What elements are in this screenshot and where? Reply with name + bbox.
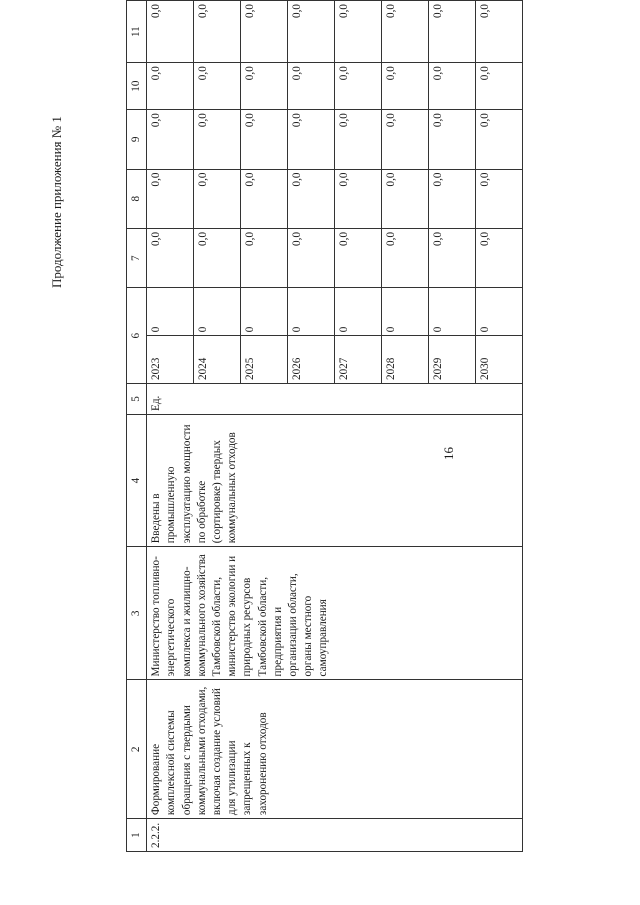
year-value-cell bbox=[147, 288, 194, 384]
year-value: 0 bbox=[194, 288, 240, 336]
column-header: 7 bbox=[127, 228, 147, 287]
year-value: 0 bbox=[147, 288, 193, 336]
value-cell-c9: 0,0 bbox=[429, 110, 476, 169]
value-cell-c11: 0,0 bbox=[382, 1, 429, 63]
year-label: 2027 bbox=[338, 357, 351, 380]
value-cell-c10: 0,0 bbox=[147, 63, 194, 110]
column-header: 2 bbox=[127, 680, 147, 819]
year-value-cell bbox=[476, 288, 523, 384]
value-cell-c8: 0,0 bbox=[335, 169, 382, 228]
value-cell-c11: 0,0 bbox=[476, 1, 523, 63]
value-cell-c9: 0,0 bbox=[288, 110, 335, 169]
year-value: 0 bbox=[429, 288, 475, 336]
value-cell-c8: 0,0 bbox=[429, 169, 476, 228]
value-cell-c8: 0,0 bbox=[288, 169, 335, 228]
year-value-cell bbox=[241, 288, 288, 384]
value-cell-c11: 0,0 bbox=[335, 1, 382, 63]
value-cell-c7: 0,0 bbox=[382, 228, 429, 287]
year-label: 2023 bbox=[150, 357, 163, 380]
value-cell-c8: 0,0 bbox=[382, 169, 429, 228]
column-header: 5 bbox=[127, 384, 147, 415]
value-cell-c10: 0,0 bbox=[335, 63, 382, 110]
year-value: 0 bbox=[288, 288, 334, 336]
year-value: 0 bbox=[382, 288, 428, 336]
value-cell-c7: 0,0 bbox=[288, 228, 335, 287]
value-cell-c7: 0,0 bbox=[241, 228, 288, 287]
column-header: 9 bbox=[127, 110, 147, 169]
column-header: 3 bbox=[127, 547, 147, 680]
value-cell-c7: 0,0 bbox=[335, 228, 382, 287]
value-cell-c8: 0,0 bbox=[194, 169, 241, 228]
value-cell-c10: 0,0 bbox=[241, 63, 288, 110]
column-header: 11 bbox=[127, 1, 147, 63]
continuation-title: Продолжение приложения № 1 bbox=[49, 116, 64, 288]
year-value-cell bbox=[382, 288, 429, 384]
year-label: 2024 bbox=[197, 357, 210, 380]
item-number: 2.2.2. bbox=[147, 819, 523, 852]
value-cell-c11: 0,0 bbox=[241, 1, 288, 63]
column-header: 8 bbox=[127, 169, 147, 228]
value-cell-c9: 0,0 bbox=[476, 110, 523, 169]
column-number-row bbox=[127, 1, 147, 852]
page-number: 16 bbox=[441, 447, 456, 460]
column-header: 4 bbox=[127, 414, 147, 546]
responsible-cell: Министерство топливно-энергетического комплекса и жилищно-коммунального хозяйства Тамбовской области, министерство экологии и природных ресурсов Тамбовской области, предприятия и организации области, органы местного самоуправления bbox=[147, 547, 523, 680]
indicator-cell: Введены в промышленную эксплуатацию мощности по обработке (сортировке) твердых коммунальных отходов bbox=[147, 414, 523, 546]
value-cell-c11: 0,0 bbox=[147, 1, 194, 63]
year-label: 2025 bbox=[244, 357, 257, 380]
column-header: 10 bbox=[127, 63, 147, 110]
value-cell-c10: 0,0 bbox=[429, 63, 476, 110]
value-cell-c7: 0,0 bbox=[476, 228, 523, 287]
year-label: 2028 bbox=[385, 357, 398, 380]
value-cell-c7: 0,0 bbox=[429, 228, 476, 287]
value-cell-c9: 0,0 bbox=[147, 110, 194, 169]
value-cell-c7: 0,0 bbox=[147, 228, 194, 287]
year-value-cell bbox=[429, 288, 476, 384]
value-cell-c8: 0,0 bbox=[476, 169, 523, 228]
year-value-cell bbox=[335, 288, 382, 384]
year-label: 2029 bbox=[432, 357, 445, 380]
year-value: 0 bbox=[241, 288, 287, 336]
activity-cell: Формирование комплексной системы обращения с твердыми коммунальными отходами, включая создание условий для утилизации запрещенных к захоронению отходов bbox=[147, 680, 523, 819]
value-cell-c9: 0,0 bbox=[382, 110, 429, 169]
year-label: 2026 bbox=[291, 357, 304, 380]
table-row bbox=[147, 1, 194, 852]
year-value: 0 bbox=[476, 288, 522, 336]
value-cell-c11: 0,0 bbox=[429, 1, 476, 63]
value-cell-c8: 0,0 bbox=[147, 169, 194, 228]
value-cell-c11: 0,0 bbox=[288, 1, 335, 63]
year-label: 2030 bbox=[479, 357, 492, 380]
value-cell-c8: 0,0 bbox=[241, 169, 288, 228]
value-cell-c11: 0,0 bbox=[194, 1, 241, 63]
value-cell-c10: 0,0 bbox=[288, 63, 335, 110]
year-value-cell bbox=[194, 288, 241, 384]
year-value: 0 bbox=[335, 288, 381, 336]
program-table bbox=[126, 0, 523, 852]
value-cell-c9: 0,0 bbox=[241, 110, 288, 169]
value-cell-c10: 0,0 bbox=[194, 63, 241, 110]
year-value-cell bbox=[288, 288, 335, 384]
column-header: 1 bbox=[127, 819, 147, 852]
value-cell-c10: 0,0 bbox=[382, 63, 429, 110]
value-cell-c9: 0,0 bbox=[335, 110, 382, 169]
value-cell-c7: 0,0 bbox=[194, 228, 241, 287]
value-cell-c9: 0,0 bbox=[194, 110, 241, 169]
value-cell-c10: 0,0 bbox=[476, 63, 523, 110]
column-header: 6 bbox=[127, 288, 147, 384]
unit-cell: Ед. bbox=[147, 384, 523, 415]
